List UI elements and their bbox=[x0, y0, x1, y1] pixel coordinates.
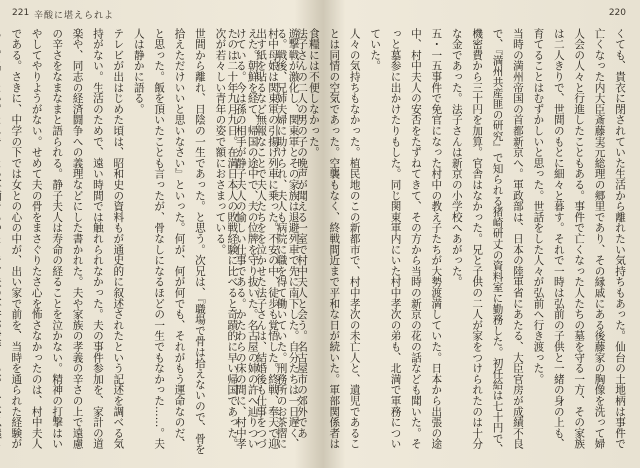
page-body-text: 法子さんの二人の男の子の晩声が聞える一室で村中夫人と会う。名古屋市の郊外である。戦後、兄姉夫婦に助けられ、夫人も病院に職を得て働いていた。刑務所のお茶摺に出す紙を貼るなど無報なことで夫人たちをを泣かせた法子さんは、結婚後も仕事をつづけている。今は孫の相手が静子夫人の愉しい仕事である。かたわらの床の間に、村中孝次が若々しい青年の姿で額におさまっている。 世間から離れ、日陰の一生であった。と思う。次兄は、『職場で骨は拾えないので、骨を拾えただけいいと思いなさい』といった。何が、何が何でも、それがもう運命なのだ、と思った。飯を頂いたことも言ったが、骨なしになるほどの一生でもなかった……。夫人は静かに語る。 テレビが出はじめた頃は、昭和史の資料もが通史的に叙述されたという記述を調べる気持がない。生活のためで、遠い時間では触れられなかった。夫の事件参加を、家計の道楽や、同志の経済闘争への義理などにした書かれた。夫や家族の孝義の辛さの上で遠慮の辛さをなまなまと語られる。静子夫人は寿命の経ることを泣かない。精神の打撃はいやしてやりようがない。せめて夫の骨をまさぐりたさ心を怖さなかったのは、村中夫人である。さきに、中学の下では女との心の中が、出い家で前を、当時を通られた経験が bbox=[10, 28, 308, 455]
page-number: 221 bbox=[12, 8, 30, 18]
running-head: 辛酸に堪えられよ bbox=[34, 11, 115, 21]
page-number: 220 bbox=[608, 8, 626, 18]
right-page bbox=[226, 0, 640, 468]
page-body-text: くても、貴衣に閉されていた生活から離れたい気持ちもあった。仙台の土地柄は事件で亡くなった内大臣斎藤実元総理の郷里であり、その縁戚にある後藤家の胸像を洗って婦人会の人々と行進したこともある。事件で亡くなった人たちの墓を守る一方、その家族は二人きりで、世間のもとに細々と暮す。それで一時は弘前の子供と一緒の身の上も、育てることはむずかしいと思った。世話をした人々が弘前へ行き渡った。 当時の満州帝国の首都新京へ。軍政部は、日本の陸軍省にあたる、大臣官房が成績不良で、『満州共産匪の研究』で知られる猪崎研丈の資料室に勤務した。初任給は七十円で、機密費から三十円を加算。官舎はなかった。兄と子供の二人が家をつけられたのは十分な金であった。法子さんは新京の小学校へあがった。 五・一五事件で免官になった村中の教え子たちが大勢渡満していた。日本から出張の途中、村中夫人の安否をたずねてきて、その方から当時の新京の花の話なども聞いた。そっと墓参に出かけたりもした。同じ関東軍内にいた村中孝次の弟も、北満で軍務についていた。 人々の気持ちもなかった。植民地のこの新都市で、村中孝次の未亡人と、遺児であることは同情の空気であった。空襲もなく、終戦間近まで平和な日が続いた。軍部関係者は食糧には不便しなかった。 遊撃戦が激化し、関東軍とその家族は退避列車で先に南下した。自分たちは一日遅く、村中母娘は関東軍の引揚げ列車に乗った。不安の中、徒歩も覚悟した。終戦、奉天で迎えた。朝鮮を経て、帰国の途中で、夫の位牌を守り抜いた。名古屋の姉の許へ辿りついたのは二十年九月九日。在満日本人の敗戦経験に比べると奇蹟的に早い帰国であった。 bbox=[226, 28, 626, 455]
